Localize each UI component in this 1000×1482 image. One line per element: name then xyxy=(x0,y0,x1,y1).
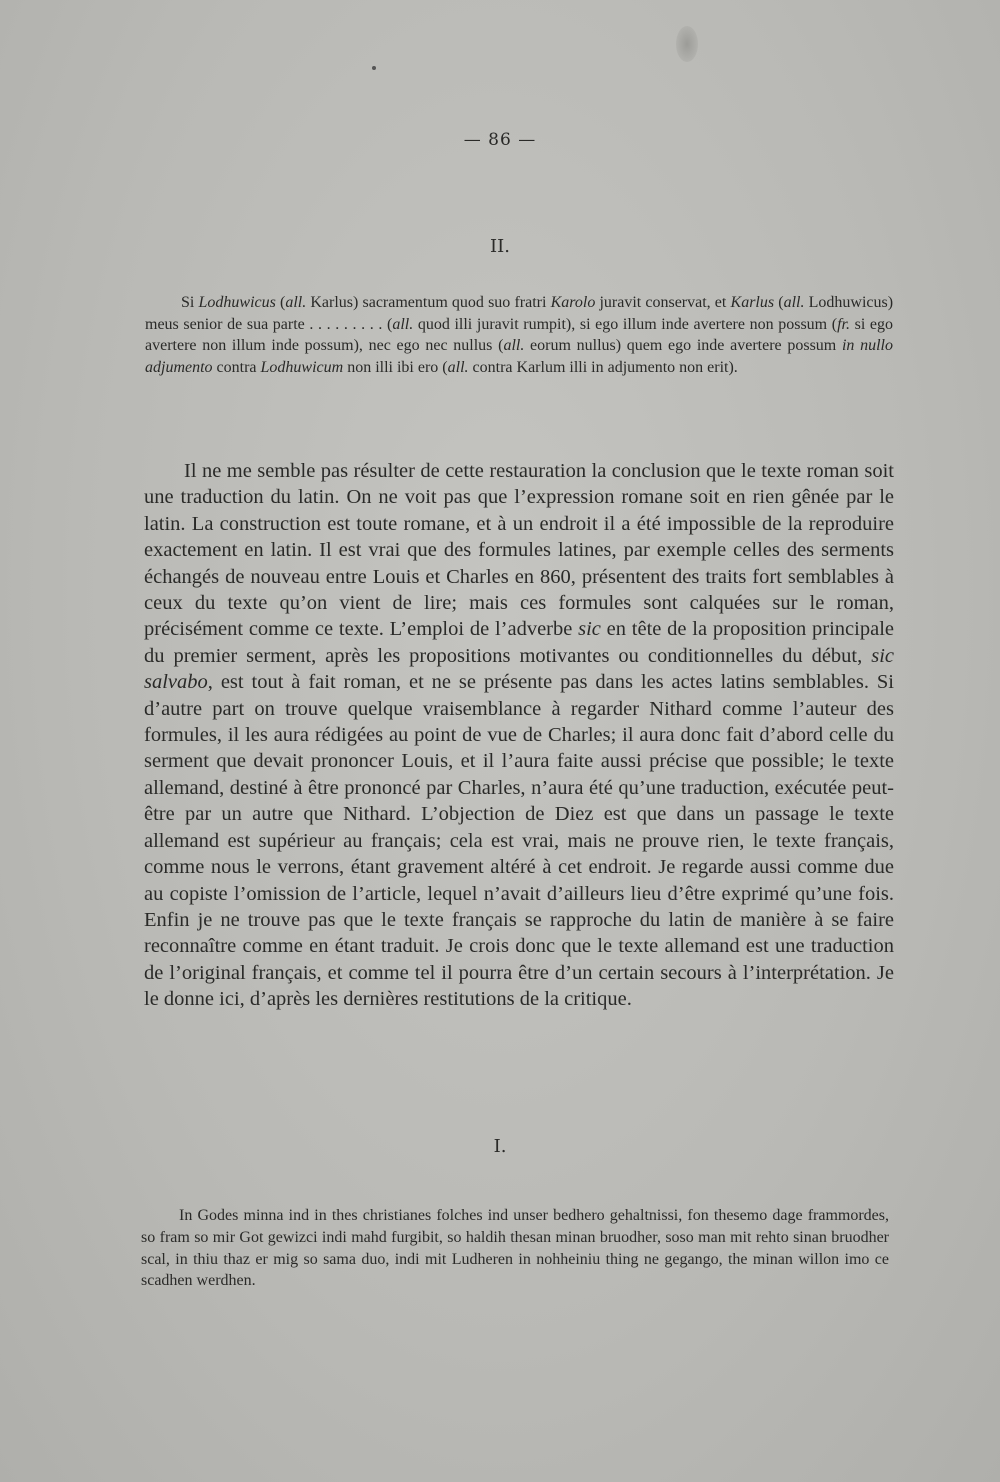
section-heading-german: I. xyxy=(493,1136,507,1157)
speck xyxy=(372,66,376,70)
latin-oath-paragraph: Si Lodhuwicus (all. Karlus) sacramentum quod suo fratri Karolo juravit conservat, et Karlus (all. Lodhuwicus) meus senior de sua parte . . . . . . . . . (all. quod illi juravit rumpit), si ego illum inde avertere non possum (fr. si ego avertere non illum inde possum), nec ego nec nullus (all. eorum nullus) quem ego inde avertere possum in nullo adjumento contra Lodhuwicum non illi ibi ero (all. contra Karlum illi in adjumento non erit). xyxy=(145,294,894,376)
stain-mark xyxy=(676,26,698,62)
german-oath-paragraph: In Godes minna ind in thes christianes folches ind unser bedhero gehaltnissi, fon thesemo dage frammordes, so fram so mir Got gewizci indi mahd furgibit, so haldih thesan minan bruodher, soso man mit rehto sinan bruodher scal, in thiu thaz er mig so sama duo, indi mit Ludheren in nohheiniu thing ne gegango, the minan willon imo ce scadhen werdhen. xyxy=(141,1207,889,1290)
page-number: — 86 — xyxy=(463,130,537,150)
main-commentary-paragraph: Il ne me semble pas résulter de cette restauration la conclusion que le texte roman soit une traduction du latin. On ne voit pas que l’expression romane soit en rien gênée par le latin. La construction est toute romane, et à un endroit il a été impossible de la reproduire exactement en latin. Il est vrai que des formules latines, par exemple celles des serments échangés de nouveau entre Louis et Charles en 860, présentent des traits fort semblables à ceux du texte qu’on vient de lire; mais ces formules sont calquées sur le roman, précisément comme ce texte. L’emploi de l’adverbe sic en tête de la proposition principale du premier serment, après les propositions motivantes ou conditionnelles du début, sic salvabo, est tout à fait roman, et ne se présente pas dans les actes latins semblables. Si d’autre part on trouve quelque vraisemblance à regarder Nithard comme l’auteur des formules, il les aura rédigées au point de vue de Charles; il aura donc fait d’abord celle du serment que devait prononcer Louis, et il l’aura faite aussi précise que possible; le texte allemand, destiné à être prononcé par Charles, n’aura été qu’une traduction, exécutée peut-être par un autre que Nithard. L’objection de Diez est que dans un passage le texte allemand est supérieur au français; cela est vrai, mais ne prouve rien, le texte français, comme nous le verrons, étant gravement altéré à cet endroit. Je regarde aussi comme due au copiste l’omission de l’article, lequel n’avait d’ailleurs lieu d’être exprimé qu’une fois. Enfin je ne trouve pas que le texte français se rapproche du latin de manière à se faire reconnaître comme en étant traduit. Je crois donc que le texte allemand est une traduction de l’original français, et comme tel il pourra être d’un certain secours à l’interprétation. Je le donne ici, d’après les dernières restitutions de la critique. xyxy=(144,460,894,1011)
section-heading-latin: II. xyxy=(490,236,510,257)
